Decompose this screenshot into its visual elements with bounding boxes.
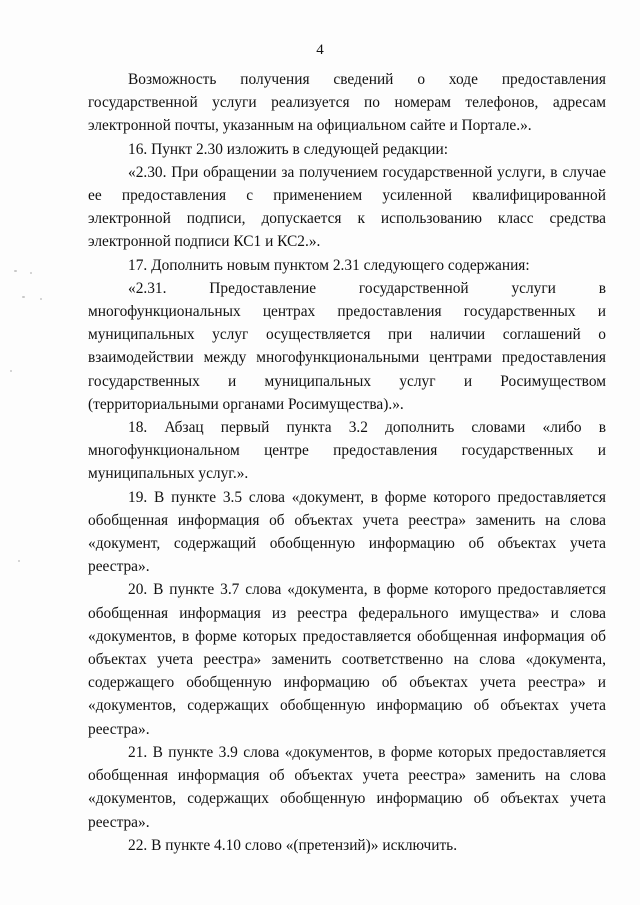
paragraph-item-22: 22. В пункте 4.10 слово «(претензий)» исключить.	[128, 836, 458, 854]
paragraph-clause-2-30: «2.30. При обращении за получением государственной услуги, в случае ее предоставления с применением усиленной квалифицированной электронной подписи, допускается к использованию класс средства электронной подписи КС1 и КС2.».	[88, 163, 606, 251]
scan-speck	[30, 272, 32, 274]
paragraph-item-18: 18. Абзац первый пункта 3.2 дополнить словами «либо в многофункциональном центре предоставления государственных и муниципальных услуг.».	[88, 419, 606, 483]
page-number: 4	[316, 42, 324, 58]
scan-speck	[22, 296, 25, 298]
paragraph-item-20: 20. В пункте 3.7 слова «документа, в форме которого предоставляется обобщенная информация из реестра федерального имущества» и слова «документов, в форме которых предоставляется обобщенная информация об объектах учета реестра» заменить соответственно на слова «документа, содержащего обобщенную информацию об объектах учета реестра» и «документов, содержащих обобщенную информацию об объектах учета реестра».	[88, 581, 606, 738]
paragraph-clause-2-31: «2.31. Предоставление государственной услуги в многофункциональных центрах предоставления государственных и муниципальных услуг осуществляется при наличии соглашений о взаимодействии между многофункциональными центрами предоставления государственных и муниципальных услуг и Росимуществом (территориальными органами Росимущества).».	[88, 279, 606, 413]
paragraph-item-19: 19. В пункте 3.5 слова «документ, в форме которого предоставляется обобщенная информация об объектах учета реестра» заменить на слова «документ, содержащий обобщенную информацию об объектах учета реестра».	[88, 488, 606, 576]
paragraph-item-21: 21. В пункте 3.9 слова «документов, в форме которых предоставляется обобщенная информация об объектах учета реестра» заменить на слова «документов, содержащих обобщенную информацию об объектах учета реестра».	[88, 743, 606, 831]
paragraph-item-17: 17. Дополнить новым пунктом 2.31 следующего содержания:	[128, 256, 530, 274]
scan-speck	[14, 270, 17, 272]
paragraph-status-info: Возможность получения сведений о ходе предоставления государственной услуги реализуется по номерам телефонов, адресам электронной почты, указанным на официальном сайте и Портале.».	[88, 71, 606, 135]
scan-speck	[10, 370, 12, 372]
paragraph-item-16: 16. Пункт 2.30 изложить в следующей редакции:	[128, 140, 449, 158]
document-body	[88, 68, 606, 857]
scan-speck	[40, 298, 42, 300]
scan-speck	[18, 560, 20, 562]
